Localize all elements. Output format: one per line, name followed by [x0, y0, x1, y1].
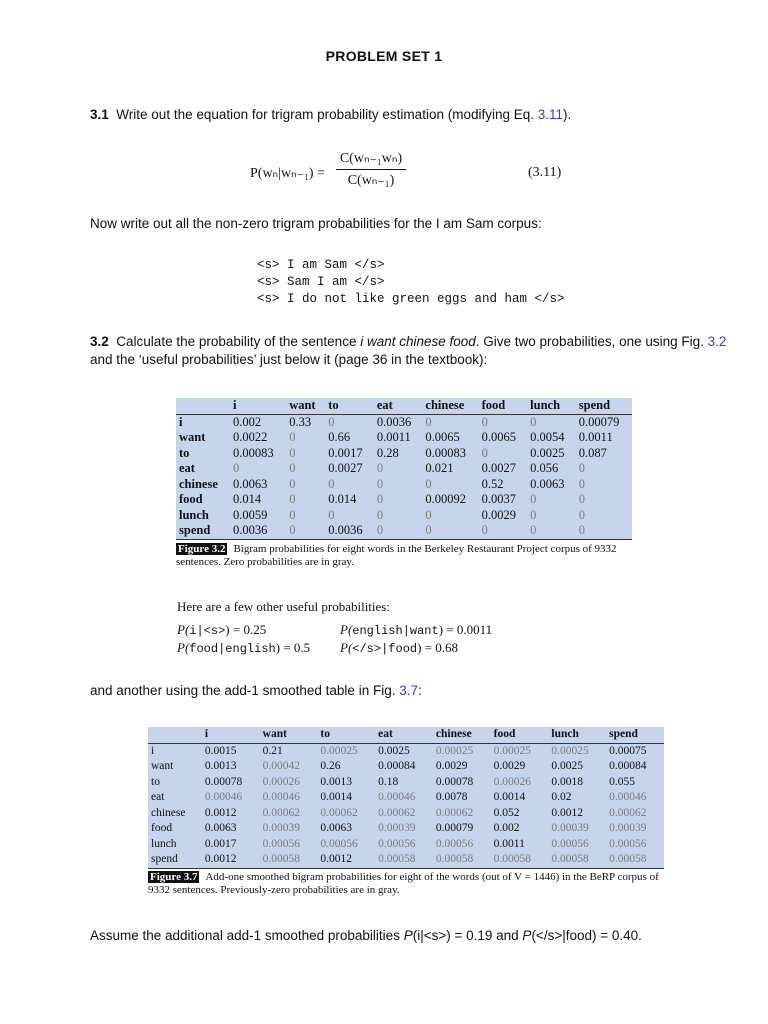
table-cell: 0	[576, 523, 632, 539]
figure-3-2	[176, 398, 632, 569]
page-title: PROBLEM SET 1	[325, 48, 443, 64]
column-header	[176, 398, 230, 414]
table-cell: 0.00092	[425, 492, 467, 506]
equation-link[interactable]: 3.11	[537, 107, 564, 122]
table-cell: 0.00062	[378, 806, 416, 819]
table-row	[176, 414, 632, 430]
column-header: lunch	[548, 727, 606, 743]
table-row	[176, 446, 632, 462]
table-cell: 0.0025	[551, 760, 584, 772]
table-cell: 0.0027	[328, 461, 363, 475]
table-cell: 0	[286, 523, 325, 539]
table-cell: 0	[479, 523, 528, 539]
table-cell: 0.00058	[606, 852, 664, 868]
table-row	[148, 743, 664, 759]
table-cell: 0.0036	[325, 523, 374, 539]
table-cell: 0	[376, 492, 384, 506]
table-cell: 0	[374, 523, 423, 539]
table-cell: 0.00083	[425, 445, 467, 460]
column-header: food	[479, 398, 528, 414]
assume-text: Assume the additional add-1 smoothed probabilities P(i|<s>) = 0.19 and P(</s>|food) = 0.40.	[90, 928, 642, 943]
table-row	[148, 806, 664, 822]
table-cell: 0.00039	[262, 822, 301, 834]
table-cell: 0	[527, 523, 576, 539]
table-cell: 0.00083	[233, 445, 274, 460]
table-cell: 0	[578, 507, 586, 522]
column-header: i	[202, 727, 260, 743]
corpus-block	[257, 257, 565, 308]
table-cell: 0.00056	[609, 837, 647, 850]
table-cell: 0.00056	[435, 837, 474, 850]
table-cell: 0.00084	[378, 760, 416, 772]
column-header: spend	[576, 398, 632, 414]
table-cell: 0.0065	[425, 430, 460, 444]
corpus-line: <s> Sam I am </s>	[257, 275, 385, 289]
table-cell: 0.0017	[328, 445, 363, 460]
table-cell: 0.0014	[320, 791, 353, 803]
table-cell: 0.014	[233, 492, 262, 506]
table-cell: 0.0013	[320, 775, 353, 788]
table-cell: 0	[289, 507, 296, 522]
figure-link[interactable]: 3.7	[399, 683, 418, 698]
caption-text: Bigram probabilities for eight words in the Berkeley Restaurant Project corpus of 9332 sentences. Zero probabilities are in gray.	[176, 542, 617, 568]
table-cell: 0.18	[378, 775, 399, 788]
column-header: eat	[375, 727, 433, 743]
table-row	[176, 508, 632, 524]
table-cell: 0.0012	[551, 806, 584, 819]
table-cell: 0	[376, 476, 384, 491]
table-row	[148, 852, 664, 868]
table-cell: 0.00039	[609, 822, 647, 834]
table-cell: 0.0065	[481, 430, 516, 444]
table-cell: 0.66	[328, 430, 351, 444]
table-row	[176, 461, 632, 477]
table-cell: 0.002	[233, 414, 262, 429]
table-cell: 0.087	[578, 445, 607, 460]
table-cell: 0	[289, 476, 296, 491]
corpus-line: <s> I do not like green eggs and ham </s>	[257, 292, 565, 306]
caption-label: Figure 3.2	[178, 542, 226, 555]
table-cell: 0.00084	[609, 760, 647, 772]
table-cell: 0	[233, 461, 240, 475]
figure-3-7	[148, 727, 664, 897]
table-cell: 0.00062	[320, 806, 358, 819]
corpus-line: <s> I am Sam </s>	[257, 258, 385, 272]
table-cell: 0.0011	[578, 430, 613, 444]
table-cell: 0	[376, 507, 384, 522]
table-cell: 0.00078	[435, 775, 474, 788]
table-cell: 0.0011	[493, 837, 525, 850]
table-cell: 0	[289, 445, 296, 460]
table-cell: 0.00079	[435, 822, 474, 834]
question-text-end: ).	[563, 107, 572, 122]
row-label: eat	[151, 791, 165, 803]
equation-fraction	[336, 150, 406, 189]
row-label: want	[151, 760, 174, 772]
table-cell: 0	[578, 476, 586, 491]
table-row	[148, 821, 664, 837]
table-cell: 0	[289, 461, 296, 475]
row-label: to	[179, 445, 190, 460]
table-cell: 0.0029	[493, 760, 526, 772]
row-label: to	[151, 775, 160, 788]
table-cell: 0.0063	[320, 822, 353, 834]
equation-lhs: P(wₙ|wₙ₋₁) =	[250, 166, 325, 181]
table-cell: 0.00058	[548, 852, 606, 868]
table-cell: 0.00078	[204, 775, 243, 788]
table-cell: 0	[328, 414, 335, 429]
table-cell: 0.0012	[202, 852, 260, 868]
column-header	[148, 727, 202, 743]
table-cell: 0	[425, 476, 432, 491]
figure-link[interactable]: 3.2	[707, 334, 727, 349]
column-header: chinese	[422, 398, 478, 414]
equation-denominator: C(wₙ₋₁)	[347, 173, 395, 188]
table-cell: 0.0017	[204, 837, 237, 850]
table-row	[176, 492, 632, 508]
table-cell: 0.0025	[378, 744, 410, 757]
caption-label: Figure 3.7	[150, 870, 198, 883]
table-cell: 0	[578, 461, 586, 475]
another-text: and another using the add-1 smoothed table in Fig. 3.7:	[90, 683, 422, 698]
row-label: lunch	[151, 837, 177, 850]
table-cell: 0.00046	[609, 791, 647, 803]
row-label: spend	[176, 523, 230, 539]
bigram-equation	[250, 150, 590, 198]
table-cell: 0.056	[530, 461, 559, 475]
question-3-2	[90, 333, 730, 369]
table-cell: 0.0015	[204, 744, 237, 757]
table-cell: 0.00075	[609, 744, 647, 757]
table-cell: 0.00056	[378, 837, 416, 850]
column-header: lunch	[527, 398, 576, 414]
column-header: spend	[606, 727, 664, 743]
table-cell: 0.00062	[435, 806, 474, 819]
table-cell: 0	[481, 445, 488, 460]
table-row	[148, 837, 664, 853]
table-cell: 0	[289, 492, 296, 506]
table-cell: 0	[289, 430, 296, 444]
question-text: Calculate the probability of the sentence	[116, 334, 361, 349]
table-cell: 0.0029	[435, 760, 468, 772]
table-cell: 0.00058	[433, 852, 491, 868]
table-cell: 0	[328, 476, 335, 491]
table-cell: 0	[530, 414, 537, 429]
table-cell: 0.014	[328, 492, 357, 506]
table-cell: 0.33	[289, 414, 312, 429]
table-cell: 0.00025	[435, 744, 474, 757]
table-cell: 0.00056	[551, 837, 589, 850]
equation-numerator: C(wₙ₋₁wₙ)	[336, 150, 406, 170]
table-cell: 0.21	[262, 744, 283, 757]
row-label: chinese	[179, 476, 218, 491]
table-cell: 0.00026	[493, 775, 532, 788]
row-label: want	[179, 430, 206, 444]
smoothed-bigram-table	[148, 727, 664, 869]
useful-prob: P(i|<s>) = 0.25	[177, 622, 267, 638]
table-cell: 0.00056	[262, 837, 301, 850]
column-header: want	[286, 398, 325, 414]
useful-prob: P(english|want) = 0.0011	[340, 622, 493, 638]
table-cell: 0	[425, 507, 432, 522]
table-cell: 0	[328, 507, 335, 522]
row-label: spend	[148, 852, 202, 868]
row-label: i	[151, 744, 155, 757]
table-cell: 0.0012	[204, 806, 237, 819]
table-cell: 0.00046	[204, 791, 243, 803]
row-label: food	[179, 492, 203, 506]
table-cell: 0.0063	[204, 822, 237, 834]
row-label: i	[179, 414, 183, 429]
table-cell: 0.00039	[378, 822, 416, 834]
column-header: chinese	[433, 727, 491, 743]
table-cell: 0.00026	[262, 775, 301, 788]
corpus-intro: Now write out all the non-zero trigram probabilities for the I am Sam corpus:	[90, 216, 542, 231]
table-cell: 0	[530, 492, 537, 506]
table-cell: 0.055	[609, 775, 636, 788]
bigram-table	[176, 398, 632, 540]
column-header: to	[317, 727, 375, 743]
table-cell: 0.0011	[376, 430, 411, 444]
table-cell: 0.00058	[491, 852, 549, 868]
question-number: 3.1	[90, 107, 109, 122]
question-text: . Give two probabilities, one using Fig.	[475, 334, 708, 349]
row-label: food	[151, 822, 173, 834]
table-cell: 0	[425, 414, 432, 429]
useful-intro: Here are a few other useful probabilities:	[177, 599, 390, 614]
table-cell: 0.00058	[260, 852, 318, 868]
question-number: 3.2	[90, 334, 109, 349]
useful-prob: P(food|english) = 0.5	[177, 640, 311, 656]
table-cell: 0	[481, 414, 488, 429]
table-cell: 0.0063	[233, 476, 268, 491]
table-row	[176, 523, 632, 539]
table-cell: 0.0025	[530, 445, 565, 460]
table-cell: 0.0012	[317, 852, 375, 868]
table-cell: 0.00025	[493, 744, 532, 757]
table-row	[148, 790, 664, 806]
table-cell: 0.00079	[578, 414, 620, 429]
table-cell: 0.052	[493, 806, 520, 819]
table-row	[176, 430, 632, 446]
table-cell: 0.0013	[204, 760, 237, 772]
table-cell: 0	[422, 523, 478, 539]
table-cell: 0.0054	[530, 430, 565, 444]
table-cell: 0.00056	[320, 837, 358, 850]
table-cell: 0.02	[551, 791, 572, 803]
table-cell: 0.00062	[609, 806, 647, 819]
question-text: Write out the equation for trigram probability estimation (modifying Eq.	[116, 107, 538, 122]
figure-caption	[176, 543, 632, 569]
table-cell: 0.00062	[262, 806, 301, 819]
caption-text: Add-one smoothed bigram probabilities for eight of the words (out of V = 1446) in the BeRP corpus of 9332 sentences. Previously-zero probabilities are in gray.	[148, 870, 659, 896]
row-label: lunch	[179, 507, 209, 522]
table-cell: 0.00058	[375, 852, 433, 868]
row-label: eat	[179, 461, 195, 475]
column-header: food	[491, 727, 549, 743]
table-cell: 0.0037	[481, 492, 516, 506]
column-header: eat	[374, 398, 423, 414]
figure-caption	[148, 871, 664, 897]
table-cell: 0	[376, 461, 384, 475]
table-cell: 0.0063	[530, 476, 565, 491]
table-cell: 0.00046	[262, 791, 301, 803]
table-cell: 0.0022	[233, 430, 268, 444]
table-cell: 0.00046	[378, 791, 416, 803]
table-cell: 0.00025	[320, 744, 358, 757]
table-cell: 0.00042	[262, 760, 301, 772]
question-3-1	[90, 106, 730, 124]
table-cell: 0	[578, 492, 586, 506]
target-sentence: i want chinese food	[360, 334, 476, 349]
table-row	[176, 477, 632, 493]
table-cell: 0.00025	[551, 744, 589, 757]
table-cell: 0.021	[425, 461, 454, 475]
table-cell: 0.28	[376, 445, 399, 460]
table-cell: 0.00039	[551, 822, 589, 834]
table-cell: 0.0014	[493, 791, 526, 803]
column-header: want	[260, 727, 318, 743]
table-cell: 0.0059	[233, 507, 268, 522]
equation-number: (3.11)	[528, 165, 562, 180]
table-cell: 0.0036	[230, 523, 286, 539]
useful-prob: P(</s>|food) = 0.68	[340, 640, 459, 656]
table-cell: 0.26	[320, 760, 341, 772]
table-cell: 0.52	[481, 476, 504, 491]
table-cell: 0.0018	[551, 775, 584, 788]
table-cell: 0.002	[493, 822, 520, 834]
table-row	[148, 775, 664, 791]
column-header: to	[325, 398, 374, 414]
table-cell: 0	[530, 507, 537, 522]
table-cell: 0.0036	[376, 414, 412, 429]
table-cell: 0.0027	[481, 461, 516, 475]
table-cell: 0.0029	[481, 507, 516, 522]
column-header: i	[230, 398, 286, 414]
row-label: chinese	[151, 806, 186, 819]
table-row	[148, 759, 664, 775]
table-cell: 0.0078	[435, 791, 468, 803]
question-text: and the ‘useful probabilities’ just below it (page 36 in the textbook):	[90, 352, 488, 367]
